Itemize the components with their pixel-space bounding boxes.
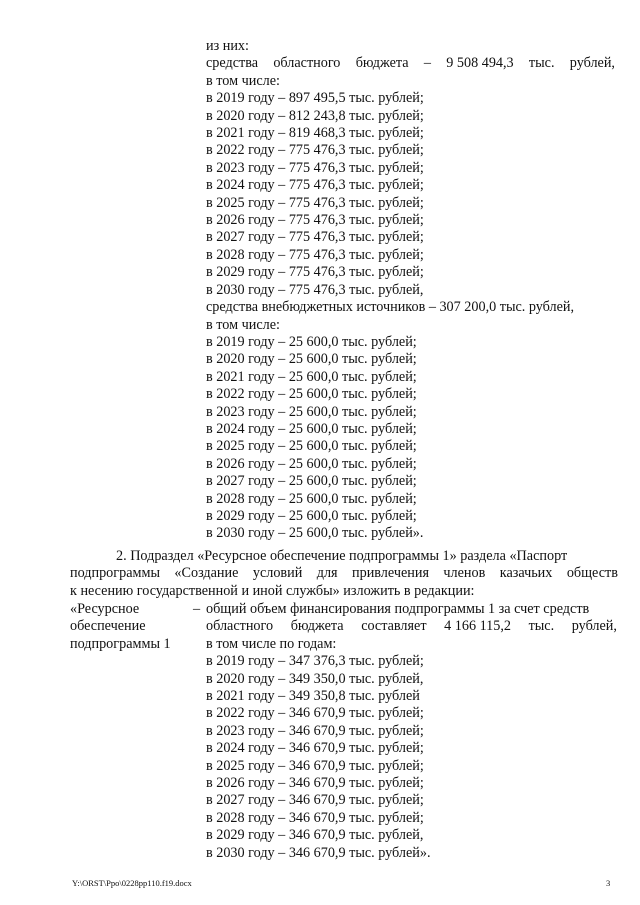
label-line: обеспечение <box>70 618 146 635</box>
year-line: в 2028 году – 775 476,3 тыс. рублей; <box>206 246 424 263</box>
label-dash: – <box>193 601 201 617</box>
word: «Создание <box>174 565 239 582</box>
year-line: в 2023 году – 25 600,0 тыс. рублей; <box>206 403 417 420</box>
section-2-line-1: 2. Подраздел «Ресурсное обеспечение подпрограммы 1» раздела «Паспорт <box>116 548 568 564</box>
year-line: в 2030 году – 775 476,3 тыс. рублей, <box>206 281 424 298</box>
year-line: в 2024 году – 775 476,3 тыс. рублей; <box>206 177 424 194</box>
word: рублей, <box>569 55 615 72</box>
word: бюджета <box>290 618 344 635</box>
year-line: в 2025 году – 25 600,0 тыс. рублей; <box>206 438 417 455</box>
year-line: в 2026 году – 346 670,9 тыс. рублей; <box>206 775 424 792</box>
word: тыс. <box>528 618 555 635</box>
year-line: в 2023 году – 346 670,9 тыс. рублей; <box>206 722 424 739</box>
section-2-line-2 <box>70 565 618 582</box>
year-line: в 2022 году – 775 476,3 тыс. рублей; <box>206 142 424 159</box>
year-line: в 2021 году – 25 600,0 тыс. рублей; <box>206 368 417 385</box>
year-line: в 2024 году – 25 600,0 тыс. рублей; <box>206 420 417 437</box>
year-line: в 2030 году – 346 670,9 тыс. рублей». <box>206 844 431 861</box>
funding-block-1 <box>206 38 616 543</box>
word: подпрограммы <box>70 565 160 582</box>
year-line: в 2028 году – 346 670,9 тыс. рублей; <box>206 809 424 826</box>
section-2-line-3: к несению государственной и иной службы» изложить в редакции: <box>70 582 475 599</box>
year-line: в 2020 году – 25 600,0 тыс. рублей; <box>206 351 417 368</box>
word: областного <box>273 55 341 72</box>
amount: 4 166 115,2 <box>444 618 511 635</box>
amount: 9 508 494,3 <box>446 55 514 72</box>
year-line: в 2019 году – 25 600,0 тыс. рублей; <box>206 333 417 350</box>
year-line: в 2023 году – 775 476,3 тыс. рублей; <box>206 159 424 176</box>
year-line: в 2022 году – 346 670,9 тыс. рублей; <box>206 705 424 722</box>
year-line: в 2025 году – 775 476,3 тыс. рублей; <box>206 194 424 211</box>
regional-budget-total <box>206 55 615 72</box>
year-line: в 2025 году – 346 670,9 тыс. рублей; <box>206 757 424 774</box>
year-line: в 2021 году – 349 350,8 тыс. рублей <box>206 688 420 705</box>
label-line: подпрограммы 1 <box>70 635 171 652</box>
total-line-1: общий объем финансирования подпрограммы 1 за счет средств <box>206 601 590 617</box>
word: казачьих <box>499 565 553 582</box>
word: тыс. <box>528 55 555 72</box>
year-line: в 2021 году – 819 468,3 тыс. рублей; <box>206 125 424 142</box>
by-years-label: в том числе по годам: <box>206 635 337 652</box>
word: составляет <box>361 618 427 635</box>
resource-label <box>70 601 210 653</box>
intro-text: из них: <box>206 38 249 54</box>
year-line: в 2024 году – 346 670,9 тыс. рублей; <box>206 740 424 757</box>
year-line: в 2027 году – 346 670,9 тыс. рублей; <box>206 792 424 809</box>
year-line: в 2029 году – 775 476,3 тыс. рублей; <box>206 264 424 281</box>
subprogram-funding <box>206 601 618 862</box>
word: средства <box>206 55 259 72</box>
word: рублей, <box>571 618 617 635</box>
including-label: в том числе: <box>206 316 280 333</box>
total-line-2 <box>206 618 617 635</box>
year-line: в 2028 году – 25 600,0 тыс. рублей; <box>206 490 417 507</box>
word: – <box>423 55 431 72</box>
year-line: в 2019 году – 347 376,3 тыс. рублей; <box>206 653 424 670</box>
word: областного <box>206 618 274 635</box>
word: обществ <box>566 565 618 582</box>
year-line: в 2027 году – 775 476,3 тыс. рублей; <box>206 229 424 246</box>
footer-file-path: Y:\ORST\Ppo\0228pp110.f19.docx <box>72 878 192 888</box>
word: привлечения <box>352 565 429 582</box>
year-line: в 2019 году – 897 495,5 тыс. рублей; <box>206 90 424 107</box>
year-line: в 2030 году – 25 600,0 тыс. рублей». <box>206 525 424 542</box>
year-line: в 2020 году – 812 243,8 тыс. рублей; <box>206 107 424 124</box>
year-line: в 2026 году – 775 476,3 тыс. рублей; <box>206 212 424 229</box>
word: бюджета <box>355 55 409 72</box>
word: для <box>316 565 338 582</box>
label-line: «Ресурсное <box>70 601 140 617</box>
year-line: в 2022 году – 25 600,0 тыс. рублей; <box>206 386 417 403</box>
including-label: в том числе: <box>206 72 280 89</box>
word: членов <box>443 565 486 582</box>
year-line: в 2020 году – 349 350,0 тыс. рублей, <box>206 670 424 687</box>
extrabudget-total: средства внебюджетных источников – 307 200,0 тыс. рублей, <box>206 299 575 316</box>
year-line: в 2029 году – 346 670,9 тыс. рублей, <box>206 827 424 844</box>
section-2-paragraph <box>70 548 618 600</box>
page-number: 3 <box>606 878 611 888</box>
year-line: в 2029 году – 25 600,0 тыс. рублей; <box>206 507 417 524</box>
year-line: в 2026 году – 25 600,0 тыс. рублей; <box>206 455 417 472</box>
word: условий <box>252 565 303 582</box>
year-line: в 2027 году – 25 600,0 тыс. рублей; <box>206 473 417 490</box>
